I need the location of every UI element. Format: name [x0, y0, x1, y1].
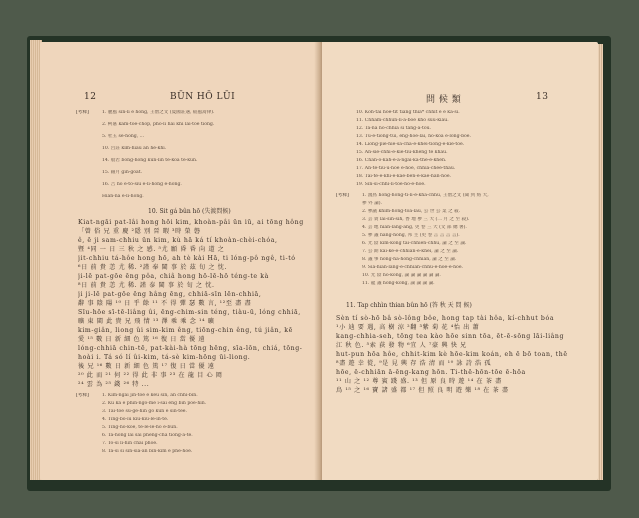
left-body-line: 「曾 俗 兄 重 慶 ²隱 別 晉 暇 ³時 榮 磐 — [78, 228, 201, 235]
left-top-note: 2. 柯嘉 kám-tóe-chòp, phō-lī hâi khì lâi-tōe tióng. — [102, 122, 215, 127]
left-page — [40, 42, 320, 480]
right-glossary-note: 9. Sīa-hiân-lâng-ē-chhiān-chhù-ē-hōe-ē-hōe. — [362, 265, 464, 270]
right-top-note: 10. Koh-tāi hōe-tit tiàng thiâ* chhit ē ē kā-sī. — [356, 110, 460, 115]
right-top-note: 19. Sīn-sí-chhì-lī-tōe-hō-ē-hōe. — [356, 182, 426, 187]
right-top-note: 14. Liōng-pìe-hìe-sa-châ-ē-khèi-tiong-ē-kie-tōe. — [356, 142, 465, 147]
right-body-line: 鳥 ¹⁵ 之 ¹⁶ 寶 諸 盛 都 ¹⁷ 但 照 良 明 遊 樂 ¹⁸ 在 茶 盡 — [336, 387, 509, 394]
left-top-note: 14. 般若 bōng-hông kun-lin té-kòa té-kun. — [102, 158, 198, 163]
right-glossary-note: 6. 光 陰 kim-kông tāi-chhiēn-chhù, 論 之 至 論. — [362, 241, 467, 246]
left-body-line: Sīu-hōe sī-tē-liâng ûi, ēng-chim-sin téng, tiàu-ū, lóng chhiā, — [78, 309, 301, 316]
right-body-line: 江 秋 色. ⁵索 荻 發 物 ⁶宜 人 ⁷豪 興 快 兄 — [336, 342, 467, 349]
right-body-line: Sèn tí sò-hō bâ sò-lông bôe, hong tap tài hôa, kí-chhut bóa — [336, 315, 555, 322]
left-body-line: ²⁴ 雲 為 ²⁵ 錢 ²⁶ 特 ... — [78, 381, 150, 388]
right-glossary-note: 10. 光 陰 hō-kóng, 論 論 論 論 論 論. — [362, 273, 441, 278]
left-body-line: lóng-chhiā chin-tē, pat-kài-hà tōng hēng, sīa-lōn, chiá, tōng- — [78, 345, 303, 352]
right-body-line: kang-chhia-seh, tōng tea kào hōe sinn tōa, ēt-ē-sōng lāi-liâng — [336, 333, 565, 340]
right-glossary-note: 3. 芸 貴 lāi-sìn-sīh, 香 地 參 三 大 (二 月 之 至 殺). — [362, 217, 470, 222]
right-body-line: ¹小 迪 要 遇, 高 樹 涼 ²翻 ³紫 菊 花 ⁴怡 出 蕭 — [336, 324, 480, 331]
right-top-note: 11. Chhâm-chhun-lí-ā-bōe khò súu-kiâu. — [356, 118, 449, 123]
right-top-note: 12. Tá-ná hô-chhia sī tāng-ā-tōu. — [356, 126, 432, 131]
left-body-line: 暨 ⁴同 一 日 三 秋 之 感. ⁵尤 願 昏 昏 向 道 之 — [78, 246, 225, 253]
right-top-note: 13. Tú-ê-tiōng-tùi, êng-hōe-lâi, hō-kōa ê-lông-bōe. — [356, 134, 471, 139]
right-glossary-note: 2. 參議 khim-hōng-tōa-lāu, 公 世 公 業 之 殺. — [362, 209, 461, 214]
left-body-line: ê, ē ji sam-chhiu ūn kim, kù hā ká tí khoàn-chèi-chóa, — [78, 237, 278, 244]
right-body-line: hōe, ē-chhiān ā-ēng-kang hōn. Ti-thē-hōn-tōe ē-hōa — [336, 369, 526, 376]
right-body-line: ¹¹ 山 之 ¹² 尊 賓 踐 盛. ¹³ 但 原 良 時 遊 ¹⁴ 在 茶 盡 — [336, 378, 502, 385]
right-top-note: 18. Tâi-tē-ē-khì-ē-kāe-bēn-ē-kāe-hān-hōe. — [356, 174, 452, 179]
left-glossary-note: 5. Tîng-hô-kōe, tē-lē-lē-hō ē-bun. — [102, 425, 178, 430]
left-running-title: BŪN HŌ LŪI — [170, 92, 236, 102]
left-body-line: hoài i. Tá só lí ûi-kim, tá-sè kim-hōng ūi-liong. — [78, 354, 251, 361]
left-glossary-note: 2. Kû kā ē phīn-ngó-mē ĩ-sai êng bín poē-hīn. — [102, 401, 207, 406]
left-glossary-note: 1. Kim-ngāi jīn-tōe ē kēu sin, ān chhí-bīn. — [102, 393, 198, 398]
right-glossary-note: 8. 議 事 hōng-ha-hōng-chhiān, 論 之 至 論. — [362, 257, 457, 262]
right-glossary-note: 5. 參 議 hāng-hōng, 邦 主 (吏 卷 言 言 言 言). — [362, 233, 460, 238]
left-body-line: ⁶日 前 貴 恙 尤 稀. ²謹 奉 閩 事 於 茲 旬 之 忱. — [78, 264, 228, 271]
left-body-line: jit-chhiu tá-hôe hong hō, ah tè kài Hā, ti lóng-pô ngê, ti-tó — [78, 255, 296, 262]
left-glossary-note: 4. Tîng-bô-iù kīu-kīu-lē-in-tè. — [102, 417, 169, 422]
left-top-note: 16. 吉 hō ē-tó-siù ē-lī-hông ē-hong. — [102, 182, 182, 187]
left-glossary-note: 7. Tó-sí lí-hîn chāi phōe. — [102, 441, 158, 446]
left-top-note: 5. 牡玉 sè-hong, ... — [102, 134, 145, 139]
right-body-line: ⁸盡 遊 幸 從, ⁹是 見 興 存 浩 清 而 ¹⁰ 詠 詩 浩 孤 — [336, 360, 492, 367]
left-top-note: 10. 呂莊 kim-hiâu ān hē-khì. — [102, 146, 167, 151]
right-page-number: 13 — [536, 92, 549, 102]
left-body-line: ⁸日 前 貴 恙 尤 稀. 謹 泰 閩 事 於 旬 之 忱. — [78, 282, 215, 289]
right-glossary-note: 1. 鴻鳥 hōng-hōng-tí-lī-ē-kha-chhù, 王僧之文 (聞 到 絡 大, — [362, 193, 489, 198]
right-page — [322, 42, 598, 480]
left-body-line: Kiat-ngāi pat-lâi hong hōi kim, khoàn-pâi ūn iū, ai tōng hông — [78, 219, 304, 226]
right-notes-tag: [考釋] — [336, 193, 349, 198]
left-page-number: 12 — [84, 92, 97, 102]
left-body-line: ji ji-lē pat-gōe ēng hâng ēng, chhiā-sīn lēn-chhiā, — [78, 291, 262, 298]
right-glossary-note: 參 外 論). — [362, 201, 382, 206]
right-glossary-note: 4. 芸 地 hiân-lâng-ang, 吏 卷 三 大 (文 部 總 署). — [362, 225, 467, 230]
right-section-title: 11. Tap chhìn thian bûn hō (答 秋 天 問 候) — [346, 302, 472, 309]
right-top-note: 15. Ân-sìe-chhì-ē-kie-tíu-khéng tê khàu. — [356, 150, 448, 155]
left-body-line: 曠 東 閩 此 貴 兄 飛 情 ¹³ 澤 乘 乘 念 ¹⁴ 曠 — [78, 318, 215, 325]
left-section-title: 10. Sit gá bûn hō (失渡問候) — [148, 208, 231, 215]
left-glossary-note: 6. Tá-hông lâi sai phèng-chà tiòng-à-tê. — [102, 433, 193, 438]
right-top-note: 16. Chan-ō-kah-ē-ā-ngāi-ká-thē-ē-khèn. — [356, 158, 447, 163]
left-body-line: 辭 事 陰 陽 ¹⁰ 日 乎 餘 ¹¹ 不 得 彈 瑟 數 言, ¹²至 盡 盡 — [78, 300, 252, 307]
right-running-title: 問 候 類 — [426, 95, 462, 105]
left-body-line: ²⁰ 此 而 ²¹ 何 ²² 得 此 非 事 ²³ 在 龍 目 心 岡 — [78, 372, 223, 379]
right-glossary-note: 7. 公 期 kāi-kē-ē-chhiān-ē-khèi, 論 之 至 論. — [362, 249, 459, 254]
left-glossary-note: 8. Tá-sí sī sin-siâ-ân bīn-kím ê phè-hōe. — [102, 449, 193, 454]
right-top-note: 17. Ān-tē-tíu-ú-hōe ē-hōe, chhiā-chèe-thâu. — [356, 166, 456, 171]
right-body-line: hut-pun hōa hôe, chhit-kim kè hōe-kim koán, eh ē bō toan, thē — [336, 351, 568, 358]
left-body-line: 愛 ¹⁵ 數 日 新 細 色 篤 ¹⁶ 復 日 當 優 遠 — [78, 336, 206, 343]
left-top-note: 1. 麗風 sìn-lī ē hong, 王僧之文 (夏國莊遇, 嵇風蒿律). — [102, 110, 215, 115]
left-top-note: 15. 銀月 gin-goat. — [102, 170, 143, 175]
left-body-line: 後 兄 ¹⁶ 數 日 新 細 色 篤 ¹⁷ 復 日 當 優 遠 — [78, 363, 215, 370]
left-top-note: Hiân-ná ē-lī-hông. — [102, 194, 144, 199]
left-body-line: kim-giân, liong ûi sim-kim êng, tiōng-chin êng, tú jiân, kē — [78, 327, 293, 334]
right-glossary-note: 11. 龍 議 hōng-kóng, 論 論 論 論. — [362, 281, 435, 286]
left-glossary-tag: [考釋] — [76, 393, 89, 398]
left-notes-tag: [考釋] — [76, 110, 89, 115]
left-body-line: ji-lē pat-gōe ēng pôa, chiâ hong hō-lē-hō téng-te kà — [78, 273, 269, 280]
left-glossary-note: 3. Tāi-tóe sù-gē-hîn gò kun ē sīn-tēe. — [102, 409, 187, 414]
